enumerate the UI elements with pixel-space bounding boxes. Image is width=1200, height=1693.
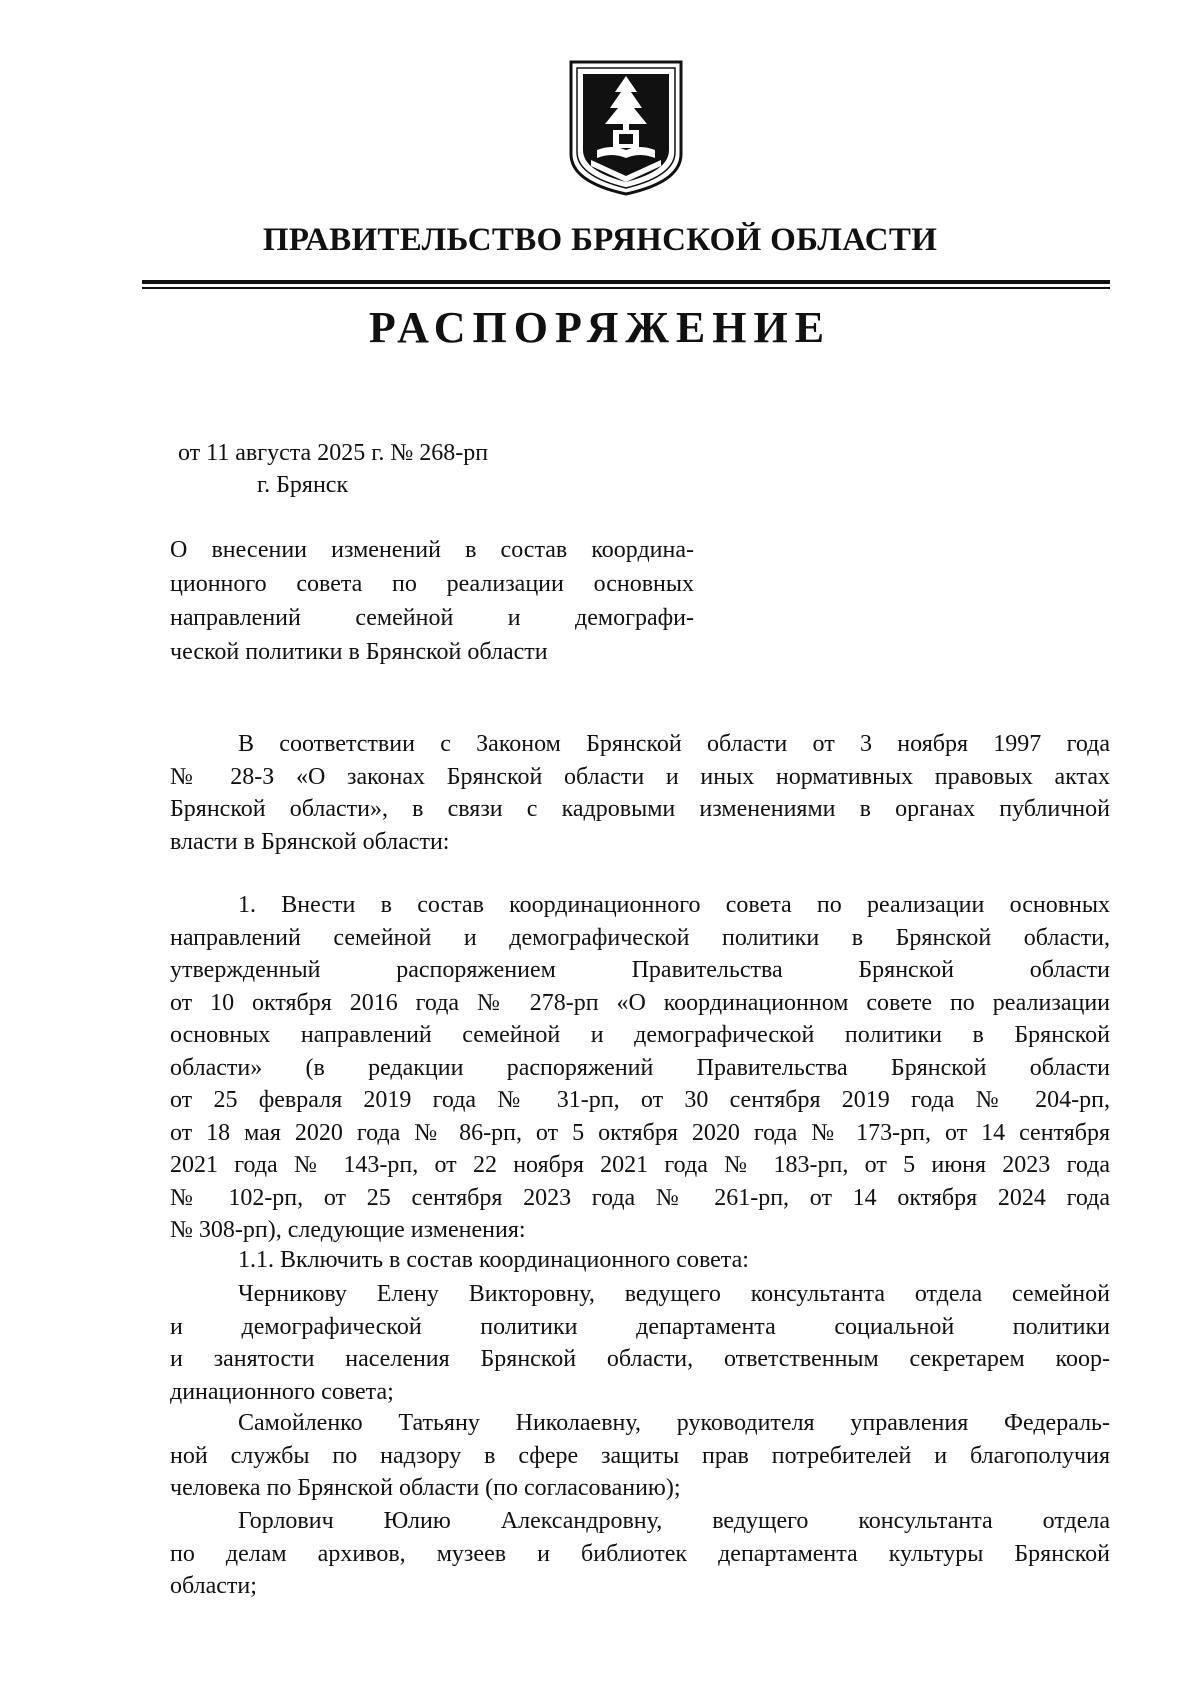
person-entry-chernikova bbox=[170, 1278, 1110, 1408]
document-subject bbox=[170, 533, 694, 669]
subject-line: О внесении изменений в состав координа- bbox=[170, 537, 694, 563]
paragraph-line: по делам архивов, музеев и библиотек департамента культуры Брянской bbox=[170, 1540, 1110, 1567]
paragraph-line: от 10 октября 2016 года № 278-рп «О координационном совете по реализации bbox=[170, 989, 1110, 1016]
header-divider-thick bbox=[142, 280, 1110, 284]
paragraph-line: области» (в редакции распоряжений Правительства Брянской области bbox=[170, 1054, 1110, 1081]
paragraph-line: и демографической политики департамента социальной политики bbox=[170, 1313, 1110, 1340]
paragraph-line: основных направлений семейной и демографической политики в Брянской bbox=[170, 1022, 1110, 1048]
document-date-number: от 11 августа 2025 г. № 268-рп bbox=[178, 440, 489, 466]
document-type-title: РАСПОРЯЖЕНИЕ bbox=[368, 303, 832, 352]
item-1-paragraph bbox=[170, 889, 1110, 1247]
paragraph-line: Брянской области», в связи с кадровыми изменениями в органах публичной bbox=[170, 796, 1110, 822]
paragraph-line: 1.1. Включить в состав координационного совета: bbox=[238, 1247, 749, 1273]
paragraph-line: от 25 февраля 2019 года № 31-рп, от 30 сентября 2019 года № 204-рп, bbox=[170, 1087, 1110, 1113]
paragraph-line: утвержденный распоряжением Правительства Брянской области bbox=[170, 957, 1110, 983]
paragraph-line: области; bbox=[170, 1573, 257, 1599]
paragraph-line: и занятости населения Брянской области, ответственным секретарем коор- bbox=[170, 1346, 1110, 1372]
paragraph-line: В соответствии с Законом Брянской области от 3 ноября 1997 года bbox=[238, 731, 1110, 757]
person-entry-gorlovich bbox=[170, 1505, 1110, 1603]
paragraph-line: Горлович Юлию Александровну, ведущего консультанта отдела bbox=[238, 1508, 1110, 1534]
paragraph-line: человека по Брянской области (по согласованию); bbox=[170, 1475, 681, 1501]
paragraph-line: власти в Брянской области: bbox=[170, 828, 450, 855]
subject-line: ческой политики в Брянской области bbox=[170, 639, 548, 665]
subject-line: направлений семейной и демографи- bbox=[170, 605, 694, 631]
paragraph-line: Черникову Елену Викторовну, ведущего консультанта отдела семейной bbox=[238, 1281, 1110, 1307]
paragraph-line: № 28-З «О законах Брянской области и иных нормативных правовых актах bbox=[170, 763, 1110, 790]
subject-line: ционного совета по реализации основных bbox=[170, 571, 694, 597]
paragraph-line: от 18 мая 2020 года № 86-рп, от 5 октября 2020 года № 173-рп, от 14 сентября bbox=[170, 1119, 1110, 1146]
intro-paragraph bbox=[170, 728, 1110, 858]
person-entry-samoylenko bbox=[170, 1407, 1110, 1505]
header-divider-thin bbox=[142, 287, 1110, 289]
paragraph-line: № 308-рп), следующие изменения: bbox=[170, 1217, 526, 1243]
coat-of-arms-icon bbox=[567, 58, 685, 198]
paragraph-line: направлений семейной и демографической политики в Брянской области, bbox=[170, 924, 1110, 951]
paragraph-line: Самойленко Татьяну Николаевну, руководителя управления Федераль- bbox=[238, 1410, 1110, 1436]
paragraph-line: 2021 года № 143-рп, от 22 ноября 2021 года № 183-рп, от 5 июня 2023 года bbox=[170, 1152, 1110, 1178]
organization-title: ПРАВИТЕЛЬСТВО БРЯНСКОЙ ОБЛАСТИ bbox=[262, 222, 938, 258]
paragraph-line: динационного совета; bbox=[170, 1378, 394, 1405]
paragraph-line: № 102-рп, от 25 сентября 2023 года № 261-рп, от 14 октября 2024 года bbox=[170, 1184, 1110, 1211]
paragraph-line: 1. Внести в состав координационного совета по реализации основных bbox=[238, 892, 1110, 918]
paragraph-line: ной службы по надзору в сфере защиты прав потребителей и благополучия bbox=[170, 1442, 1110, 1469]
subitem-1-1 bbox=[170, 1244, 1110, 1277]
document-city: г. Брянск bbox=[257, 472, 349, 498]
